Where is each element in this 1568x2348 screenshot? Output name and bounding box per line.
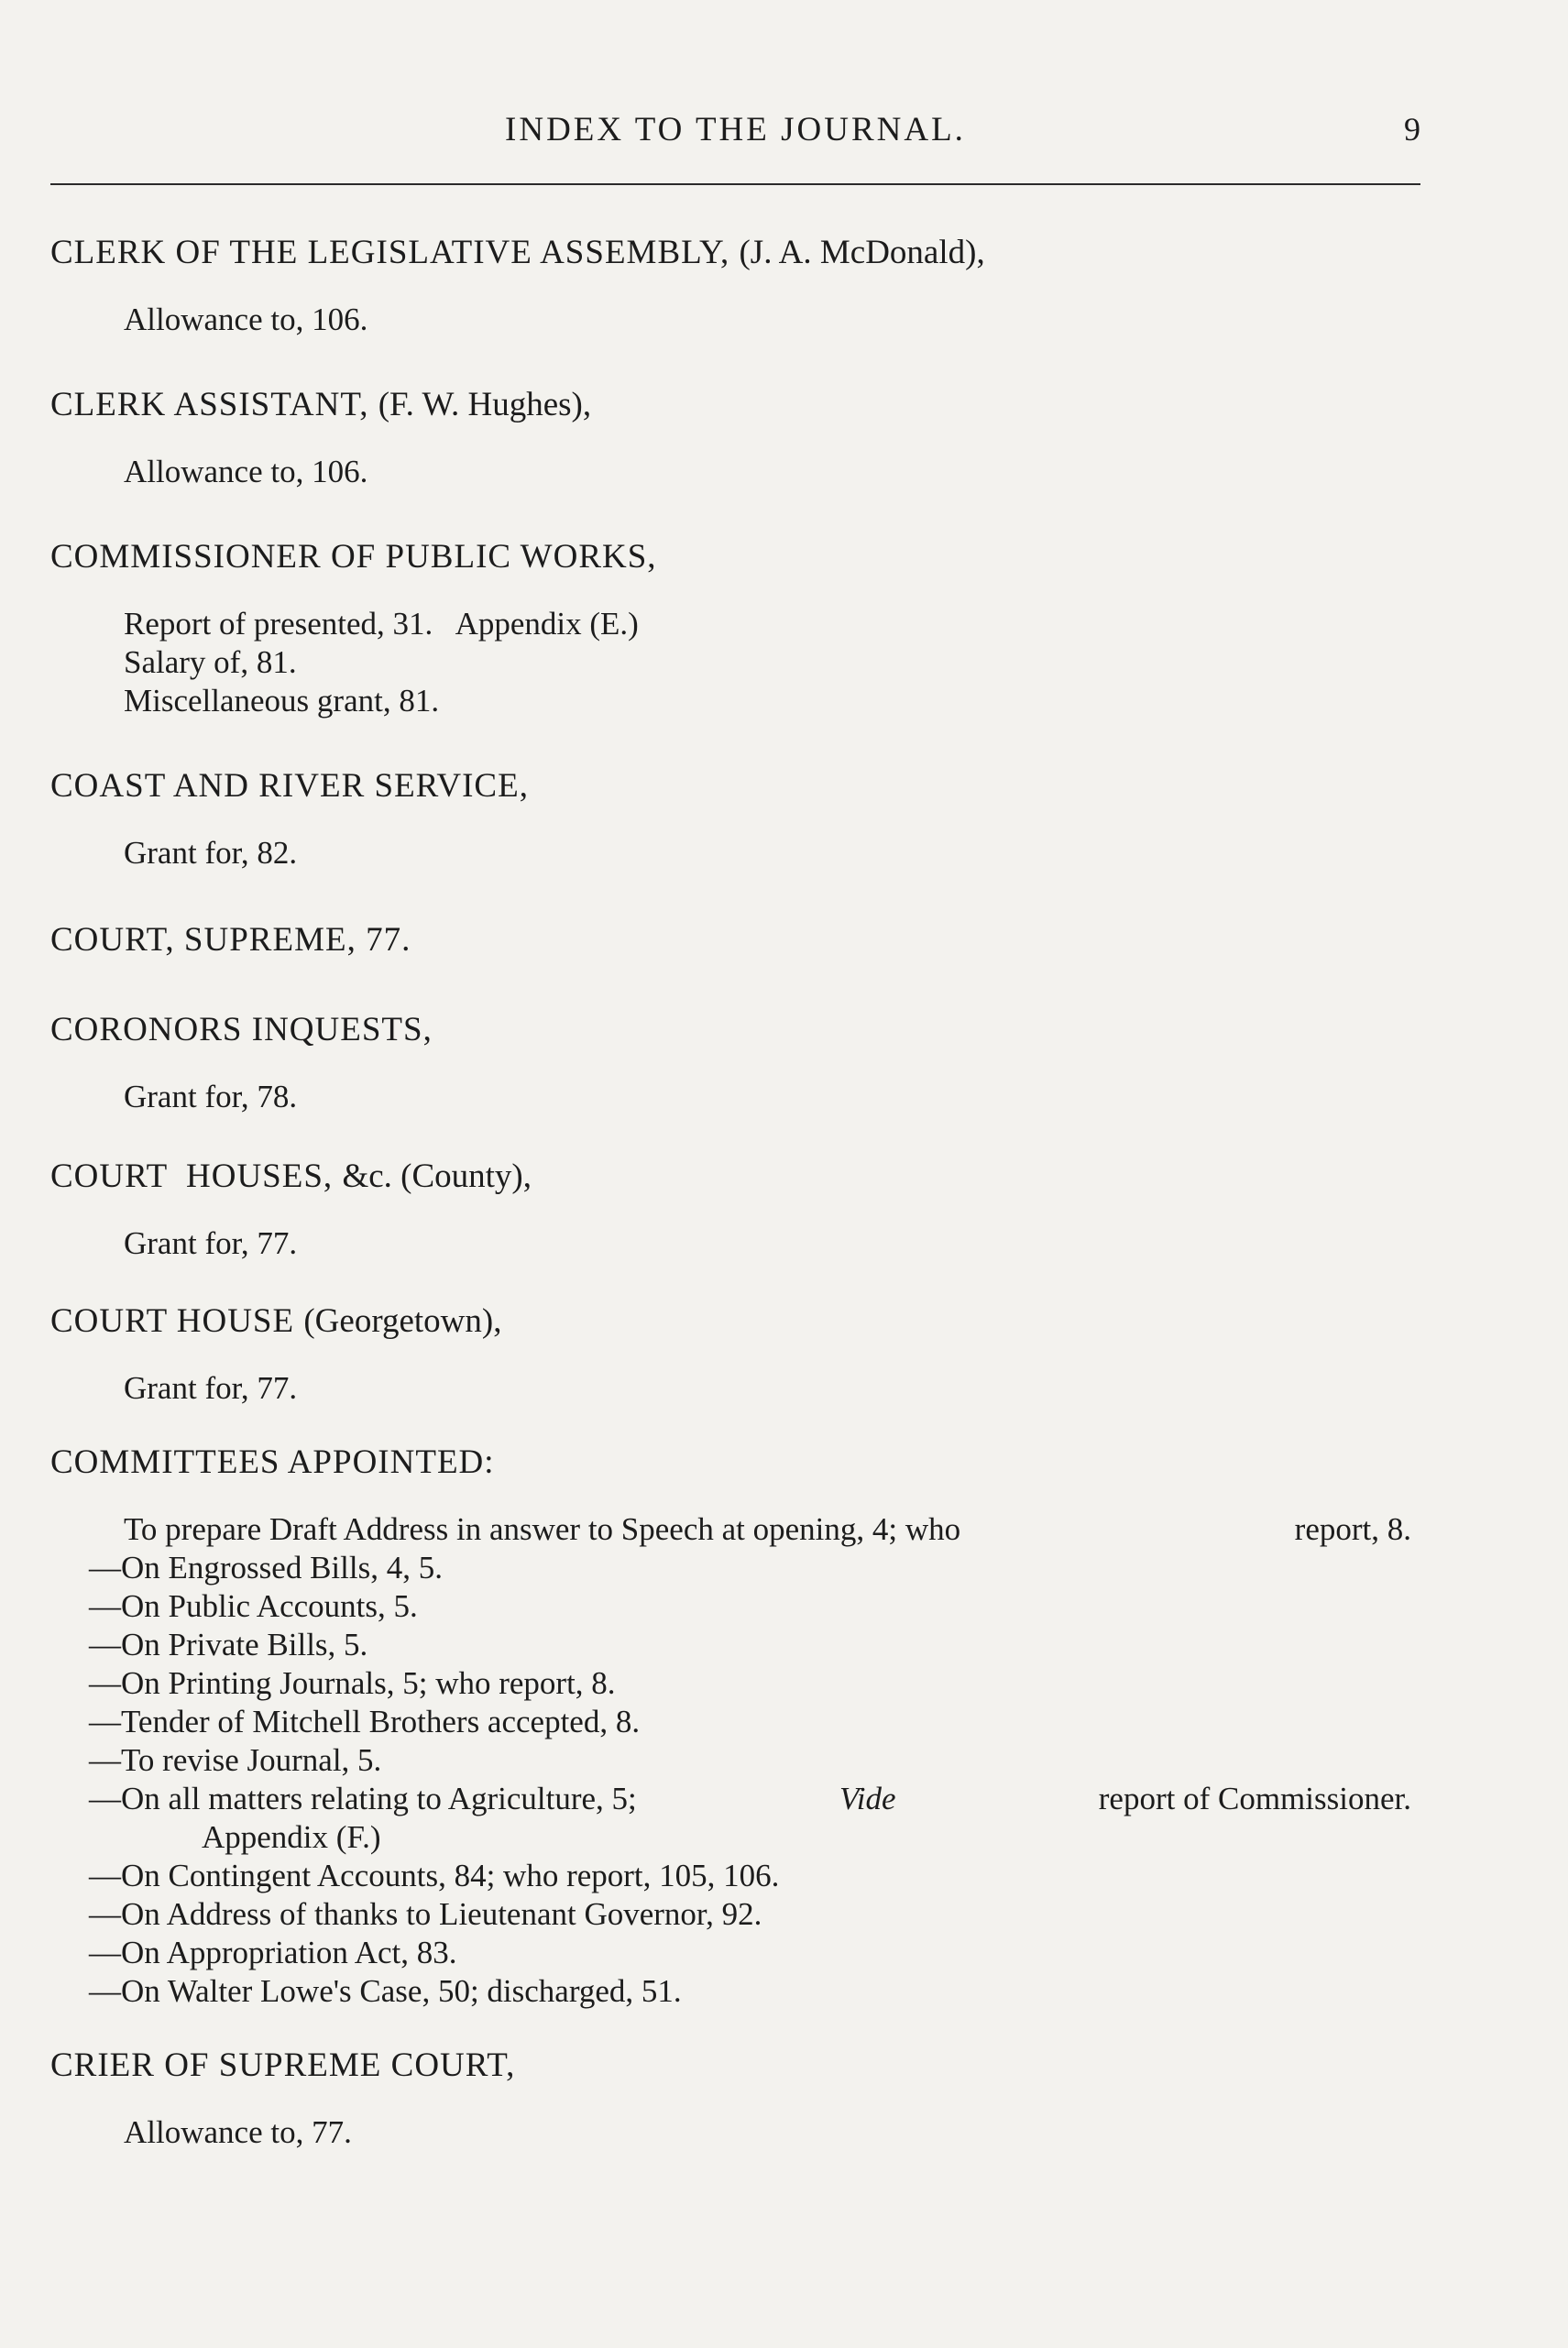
subentry: Grant for, 77. — [124, 1225, 298, 1261]
header-rule — [50, 183, 1420, 185]
index-entry-court-supreme — [50, 918, 1425, 962]
entry-detail: &c. (County), — [342, 1158, 532, 1195]
index-entry-clerk-assistant — [50, 383, 1425, 491]
subentry: Report of presented, 31. Appendix (E.) — [124, 606, 639, 642]
index-entry-coronors-inquests — [50, 1008, 1425, 1116]
subentry: —On Walter Lowe's Case, 50; discharged, 51. — [89, 1973, 682, 2009]
subentry: —Tender of Mitchell Brothers accepted, 8. — [89, 1704, 641, 1739]
entry-detail: (F. W. Hughes), — [378, 386, 592, 423]
subentry: Salary of, 81. — [124, 644, 297, 680]
entry-heading: CRIER OF SUPREME COURT, — [50, 2046, 516, 2084]
entry-heading: COMMISSIONER OF PUBLIC WORKS, — [50, 538, 657, 576]
index-entry-court-houses — [50, 1155, 1425, 1263]
entry-heading: COURT, SUPREME, 77. — [50, 921, 411, 959]
subentry: —On Address of thanks to Lieutenant Governor, 92. — [89, 1896, 762, 1932]
entry-detail: (J. A. McDonald), — [739, 234, 985, 271]
index-entry-committees-appointed — [50, 1441, 1425, 2011]
vide-reference: Vide — [839, 1781, 896, 1816]
subentry: Allowance to, 77. — [124, 2114, 352, 2150]
entry-heading: CORONORS INQUESTS, — [50, 1011, 433, 1048]
index-entry-crier-supreme-court — [50, 2044, 1425, 2152]
entry-detail: (Georgetown), — [303, 1302, 502, 1340]
index-entry-court-house-georgetown — [50, 1300, 1425, 1408]
subentry: —On Engrossed Bills, 4, 5. — [89, 1550, 443, 1585]
subentry: Grant for, 82. — [124, 835, 298, 871]
index-entry-coast-river-service — [50, 764, 1425, 872]
entry-heading: COURT HOUSES, — [50, 1158, 334, 1195]
entry-heading: COMMITTEES APPOINTED: — [50, 1443, 495, 1481]
subentry: Allowance to, 106. — [124, 454, 368, 489]
entry-heading: CLERK OF THE LEGISLATIVE ASSEMBLY, — [50, 234, 730, 271]
subentry: —To revise Journal, 5. — [89, 1742, 382, 1778]
subentry: —On Printing Journals, 5; who report, 8. — [89, 1665, 616, 1701]
subentry: —On Private Bills, 5. — [89, 1627, 368, 1662]
entry-heading: COURT HOUSE — [50, 1302, 295, 1340]
subentry: —On Appropriation Act, 83. — [89, 1935, 457, 1970]
subentry: —On Public Accounts, 5. — [89, 1588, 418, 1624]
subentry: Miscellaneous grant, 81. — [124, 683, 440, 719]
index-entry-clerk-legislative-assembly — [50, 231, 1425, 339]
entry-heading: COAST AND RIVER SERVICE, — [50, 767, 529, 805]
subentry: Appendix (F.) — [202, 1819, 381, 1855]
subentry: —On all matters relating to Agriculture, 5; Vide report of Commissioner. — [89, 1781, 1411, 1816]
subentry: Grant for, 78. — [124, 1079, 298, 1114]
subentry: Grant for, 77. — [124, 1370, 298, 1406]
running-head — [50, 110, 1420, 165]
subentry: Allowance to, 106. — [124, 302, 368, 337]
index-entry-commissioner-public-works — [50, 535, 1425, 720]
page-number: 9 — [1404, 111, 1420, 148]
entry-heading: CLERK ASSISTANT, — [50, 386, 369, 423]
running-title: INDEX TO THE JOURNAL. — [505, 111, 966, 148]
subentry: —On Contingent Accounts, 84; who report, 105, 106. — [89, 1858, 780, 1893]
subentry: To prepare Draft Address in answer to Speech at opening, 4; who report, 8. — [124, 1511, 1411, 1547]
